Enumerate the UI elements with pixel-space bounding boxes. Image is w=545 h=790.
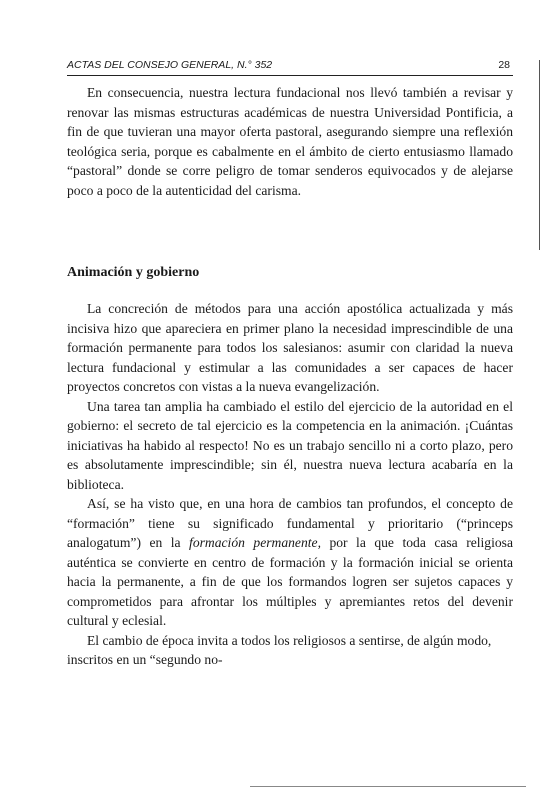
paragraph: El cambio de época invita a todos los religiosos a sentirse, de algún modo, inscritos en un “segundo no- xyxy=(67,632,492,667)
running-header xyxy=(67,57,513,76)
intro-text-block xyxy=(67,83,513,200)
text-run: Así, se ha visto que, en una hora de cambios tan profundos, el concepto de “formación” tiene su significado fundamental y prioritario (“princeps analogatum”) en la xyxy=(67,496,513,550)
paragraph: En consecuencia, nuestra lectura fundacional nos llevó también a revisar y renovar las mismas estructuras académicas de nuestra Universidad Pontificia, a fin de que tuvieran una mayor oferta pastoral, asegurando siempre una reflexión teológica seria, porque es cabalmente en el ámbito de cierto entusiasmo llamado “pastoral” donde se corre peligro de tomar senderos equivocados y de alejarse poco a poco de la autenticidad del carisma. xyxy=(67,85,513,198)
text-run: por la que toda casa religiosa auténtica se convierte en centro de formación y la formación inicial se orienta hacia la permanente, a fin de que los formandos logren ser sujetos capaces y comprometidos para afrontar los múltiples y apremiantes retos del devenir cultural y eclesial. xyxy=(67,535,513,628)
emphasized-term: formación permanente, xyxy=(189,535,321,550)
journal-title: ACTAS DEL CONSEJO GENERAL, N.° 352 xyxy=(67,59,273,71)
section-text-block xyxy=(67,299,513,670)
page-number: 28 xyxy=(498,59,510,71)
section-heading: Animación y gobierno xyxy=(67,265,200,280)
paragraph: Una tarea tan amplia ha cambiado el estilo del ejercicio de la autoridad en el gobierno: el secreto de tal ejercicio es la competencia en la animación. ¡Cuántas iniciativas ha habido al respecto! No es un trabajo sencillo ni a corto plazo, pero es absolutamente imprescindible; sin él, nuestra nueva lectura acabaría en la biblioteca. xyxy=(67,398,513,492)
page-edge-line xyxy=(539,60,540,250)
paragraph-with-emphasis xyxy=(67,494,513,631)
page-bottom-line xyxy=(250,786,526,787)
paragraph: La concreción de métodos para una acción apostólica actualizada y más incisiva hizo que apareciera en primer plano la necesidad imprescindible de una formación permanente para todos los salesianos: asumir con claridad la nueva lectura fundacional y estimular a las comunidades a ser capaces de hacer proyectos concretos con vistas a la nueva evangelización. xyxy=(67,301,513,394)
